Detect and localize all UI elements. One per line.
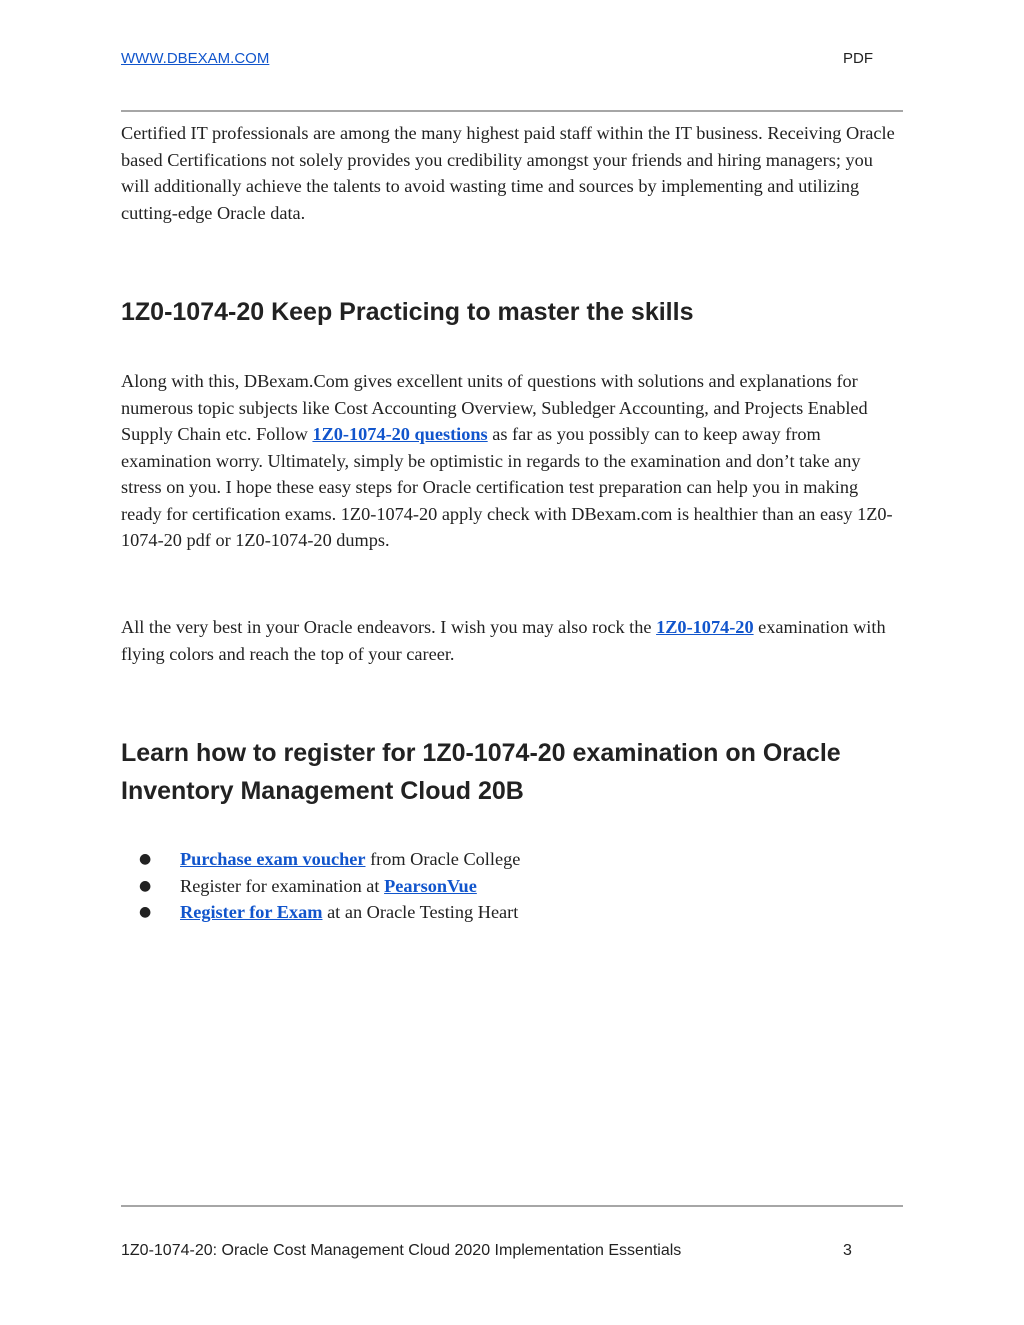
register-list-wrap [121,846,903,926]
purchase-voucher-link[interactable]: Purchase exam voucher [180,849,366,869]
footer-divider [121,1205,903,1207]
pearsonvue-link[interactable]: PearsonVue [384,875,477,896]
practice-p1-text-before: Along with this, DBexam.Com gives excellent units of questions with solutions and explanations for numerous topic subjects like Cost Accounting Overview, Subledger Accounting, and Projects Enabled Supply Chain etc. Follow [121,371,868,444]
list-item [121,899,903,926]
practice-paragraph-1-wrap [121,368,903,554]
section-heading-practice: 1Z0-1074-20 Keep Practicing to master the skills [121,298,694,326]
section-heading-register: Learn how to register for 1Z0-1074-20 examination on Oracle Inventory Management Cloud 20B [121,739,841,805]
page-number: 3 [843,1242,852,1259]
footer-title: 1Z0-1074-20: Oracle Cost Management Cloud 2020 Implementation Essentials [121,1242,682,1259]
list-item-text-after: at an Oracle Testing Heart [322,902,519,922]
practice-paragraph-2-wrap [121,614,903,667]
list-item [121,873,903,900]
practice-p1-text-after: as far as you possibly can to keep away from examination worry. Ultimately, simply be optimistic in regards to the examination and don’t take any stress on you. I hope these easy steps for Oracle certification test preparation can help you in making ready for certification exams. 1Z0-1074-20 apply check with DBexam.com is healthier than an easy 1Z0-1074-20 pdf or 1Z0-1074-20 dumps. [121,424,893,550]
intro-paragraph: Certified IT professionals are among the many highest paid staff within the IT business. Receiving Oracle based Certifications not solely provides you credibility amongst your friends and hiring managers; you will additionally achieve the talents to avoid wasting time and sources by implementing and utilizing cutting-edge Oracle data. [121,123,895,223]
section-register [121,734,903,810]
list-item-text-after: from Oracle College [365,849,521,869]
pdf-label: PDF [843,50,873,67]
header-divider [121,110,903,112]
practice-paragraph-2 [121,614,903,667]
practice-p2-text-before: All the very best in your Oracle endeavors. I wish you may also rock the [121,617,657,637]
exam-code-link[interactable]: 1Z0-1074-20 [656,617,754,637]
intro-section [121,120,903,226]
questions-link[interactable]: 1Z0-1074-20 questions [312,424,488,444]
list-item-text-before: Register for examination at [180,875,385,896]
practice-p2-text-after: examination with flying colors and reach the top of your career. [121,617,886,664]
bullet-icon: ● [139,904,152,920]
register-steps-list [121,846,903,926]
section-practice [121,293,903,331]
bullet-icon: ● [139,851,152,867]
bullet-icon: ● [139,877,152,894]
list-item [121,846,903,873]
site-link[interactable]: WWW.DBEXAM.COM [121,50,270,67]
register-exam-link[interactable]: Register for Exam [180,902,323,922]
practice-paragraph-1 [121,368,903,554]
